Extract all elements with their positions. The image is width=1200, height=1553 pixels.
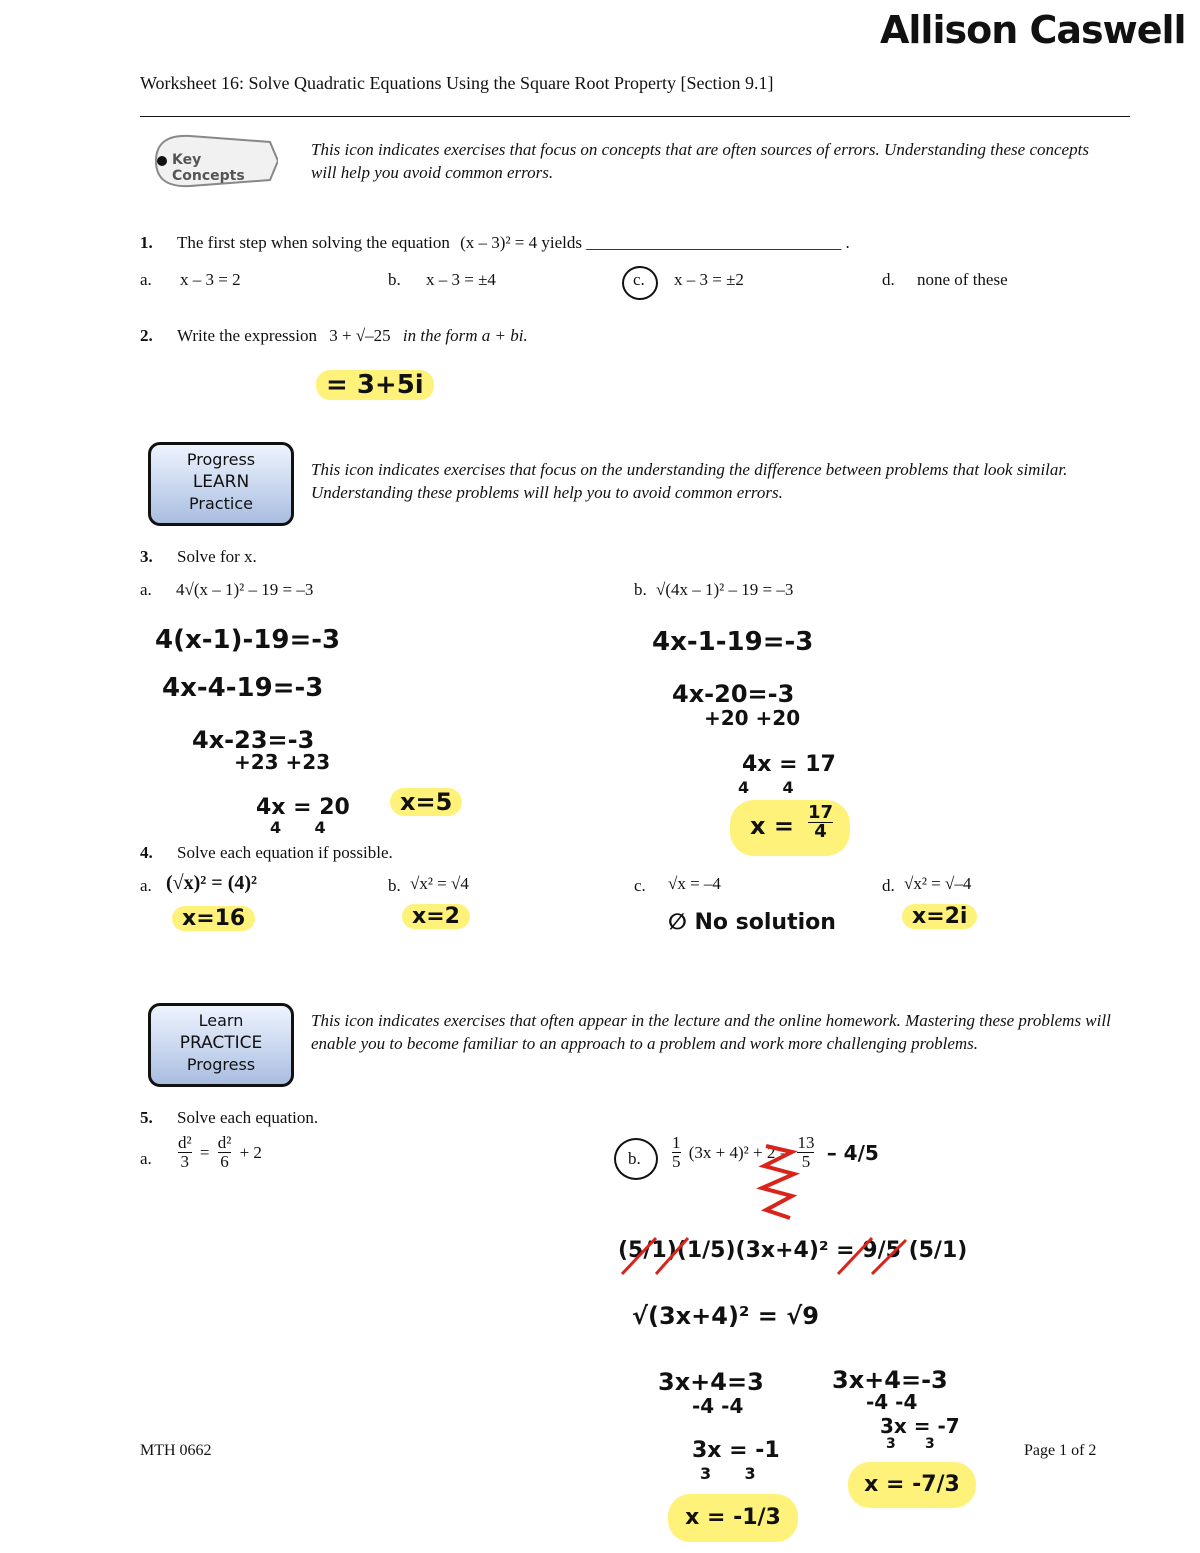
lpp-line-1: Learn — [198, 1011, 244, 1030]
key-concepts-label: Key Concepts — [172, 152, 245, 184]
q5-b-work-3: 3x+4=3 — [658, 1368, 764, 1396]
q5-a-rhs — [218, 1134, 232, 1171]
q1-choice-d: none of these — [917, 270, 1008, 289]
key-concepts-description: This icon indicates exercises that focus on concepts that are often sources of errors. Understanding these concepts will help you avoid common errors. — [311, 140, 1089, 182]
q3-number: 3. — [140, 547, 153, 566]
q1-choice-c: x – 3 = ±2 — [674, 270, 744, 289]
q2-text-before: Write the expression — [177, 326, 317, 345]
q2-number: 2. — [140, 326, 153, 345]
q1-blank: ______________________________ . — [586, 233, 850, 252]
q1-choice-b-letter: b. — [388, 270, 401, 289]
q5-b-label: b. — [628, 1149, 641, 1168]
q1-choice-c-letter: c. — [633, 270, 645, 289]
footer-course: MTH 0662 — [140, 1442, 212, 1459]
q4-text: Solve each equation if possible. — [177, 843, 393, 862]
q3-b-answer-den: 4 — [814, 821, 827, 842]
q1-number: 1. — [140, 233, 153, 252]
plp-line-3: Practice — [189, 494, 253, 513]
q4-b-expression: √x² = √4 — [410, 874, 469, 893]
q1-choice-a: x – 3 = 2 — [180, 270, 241, 289]
q3-b-answer-fraction — [808, 804, 833, 841]
q1-choice-b: x – 3 = ±4 — [426, 270, 496, 289]
footer-page-number: Page 1 of 2 — [1024, 1442, 1097, 1459]
q4-a-letter: a. — [140, 876, 152, 895]
q5-b-work-4: -4 -4 — [692, 1394, 744, 1418]
q5-b-answer-1: x = -1/3 — [668, 1494, 798, 1542]
q4-b-letter: b. — [388, 876, 401, 895]
q4-c-answer: ∅ No solution — [668, 910, 836, 935]
q5-b-mid: (3x + 4)² + 2 = — [688, 1142, 790, 1162]
lpp-description: This icon indicates exercises that often appear in the lecture and the online homework. Mastering these problems will enable you to become familiar to an approach to a problem and work more challenging problems. — [311, 1011, 1111, 1053]
q4-a-answer: x=16 — [172, 906, 255, 931]
q3-b-answer — [730, 800, 850, 856]
q5-b-hand-tail: – 4/5 — [826, 1140, 879, 1165]
q5-a-rhs-tail: + 2 — [239, 1142, 262, 1162]
q5-b-work-9: 3x = -7 — [880, 1414, 960, 1438]
q5-a-lhs-den: 3 — [180, 1152, 190, 1171]
q5-b-work-8: -4 -4 — [866, 1390, 918, 1414]
q3-a-work-4: +23 +23 — [234, 750, 331, 774]
q4-c-expression: √x = –4 — [668, 874, 721, 893]
q3-b-work-5: 4 4 — [738, 778, 794, 797]
q5-b-work-1: (5/1)(1/5)(3x+4)² = 9/5 (5/1) — [618, 1238, 968, 1263]
q4-d-expression: √x² = √–4 — [904, 874, 972, 893]
q1-choice-a-letter: a. — [140, 270, 152, 289]
cancel-marks — [616, 1230, 916, 1284]
lpp-line-2: PRACTICE — [179, 1033, 263, 1053]
q5-b-rhs-den: 5 — [801, 1152, 811, 1171]
q2-prompt — [177, 326, 528, 346]
q3-text: Solve for x. — [177, 547, 257, 566]
q1-equation: (x – 3)² = 4 yields — [460, 233, 583, 252]
q3-b-answer-lhs: x = — [750, 812, 794, 840]
q4-d-answer: x=2i — [902, 904, 977, 929]
q3-a-work-2: 4x-4-19=-3 — [162, 673, 324, 703]
q5-text: Solve each equation. — [177, 1108, 319, 1127]
q3-b-answer-num: 17 — [808, 802, 834, 823]
q3-b-work-4: 4x = 17 — [742, 752, 836, 777]
plp-description: This icon indicates exercises that focus on the understanding the difference between problems that look similar. Understanding these problems will help you to avoid common errors. — [311, 460, 1068, 502]
plp-line-2: LEARN — [192, 472, 250, 492]
key-concepts-icon — [150, 128, 278, 194]
header-rule — [140, 116, 1130, 117]
student-signature: Allison Caswell — [880, 8, 1186, 52]
q4-b-answer: x=2 — [402, 904, 470, 929]
q3-a-work-3: 4x-23=-3 — [192, 726, 315, 754]
q5-b-rhs-num: 13 — [797, 1133, 815, 1152]
q5-a-lhs — [178, 1134, 192, 1171]
q5-b-work-10: 3 3 — [886, 1436, 935, 1452]
crossed-out-scribble — [756, 1138, 802, 1232]
q3-b-work-1: 4x-1-19=-3 — [652, 627, 814, 657]
q4-d-letter: d. — [882, 876, 895, 895]
q5-b-work-2: √(3x+4)² = √9 — [632, 1302, 819, 1330]
q3-a-work-6: 4 4 — [270, 818, 326, 837]
q5-b-frac-den: 5 — [672, 1152, 681, 1171]
q3-b-expression: √(4x – 1)² – 19 = –3 — [656, 580, 794, 599]
progress-learn-practice-icon — [148, 442, 294, 526]
q5-b-work-6: 3 3 — [700, 1464, 756, 1483]
q5-a-equation: $\frac{\text{d²}}{3}$ = $\frac{\text{d²}}{6}$ + 2 — [178, 1133, 262, 1171]
q3-b-work-3: +20 +20 — [704, 706, 801, 730]
q3-a-work-5: 4x = 20 — [256, 795, 350, 820]
q5-a-rhs-den: 6 — [220, 1152, 229, 1171]
q5-b-work-7: 3x+4=-3 — [832, 1366, 948, 1394]
q2-text-after: in the form a + bi. — [402, 326, 528, 345]
q1-choice-d-letter: d. — [882, 270, 895, 289]
plp-line-1: Progress — [186, 450, 256, 469]
q5-b-work-5: 3x = -1 — [692, 1438, 780, 1463]
q1-prompt — [177, 233, 850, 253]
q4-c-letter: c. — [634, 876, 646, 895]
q1-text: The first step when solving the equation — [177, 233, 450, 252]
q5-number: 5. — [140, 1108, 153, 1127]
q5-a-label: a. — [140, 1149, 152, 1168]
q3-b-label: b. — [634, 580, 647, 599]
q5-b-fraction — [672, 1134, 681, 1171]
lpp-line-3: Progress — [186, 1055, 256, 1074]
q2-expression: 3 + √–25 — [329, 326, 391, 345]
q3-a-label: a. — [140, 580, 152, 599]
q3-b-work-2: 4x-20=-3 — [672, 680, 795, 708]
worksheet-title: Worksheet 16: Solve Quadratic Equations Using the Square Root Property [Section 9.1] — [140, 73, 774, 93]
q2-answer: = 3+5i — [316, 370, 434, 400]
q5-b-answer-2: x = -7/3 — [848, 1462, 976, 1508]
q5-a-lhs-num: d² — [178, 1133, 192, 1152]
q3-a-answer: x=5 — [390, 788, 462, 816]
q3-a-work-1: 4(x-1)-19=-3 — [155, 625, 341, 655]
learn-practice-progress-icon — [148, 1003, 294, 1087]
q4-number: 4. — [140, 843, 153, 862]
q4-a-expression: (√x)² = (4)² — [166, 872, 258, 894]
q5-b-frac-num: 1 — [672, 1133, 681, 1152]
q3-a-expression: 4√(x – 1)² – 19 = –3 — [176, 580, 314, 599]
q5-a-rhs-num: d² — [217, 1133, 232, 1152]
